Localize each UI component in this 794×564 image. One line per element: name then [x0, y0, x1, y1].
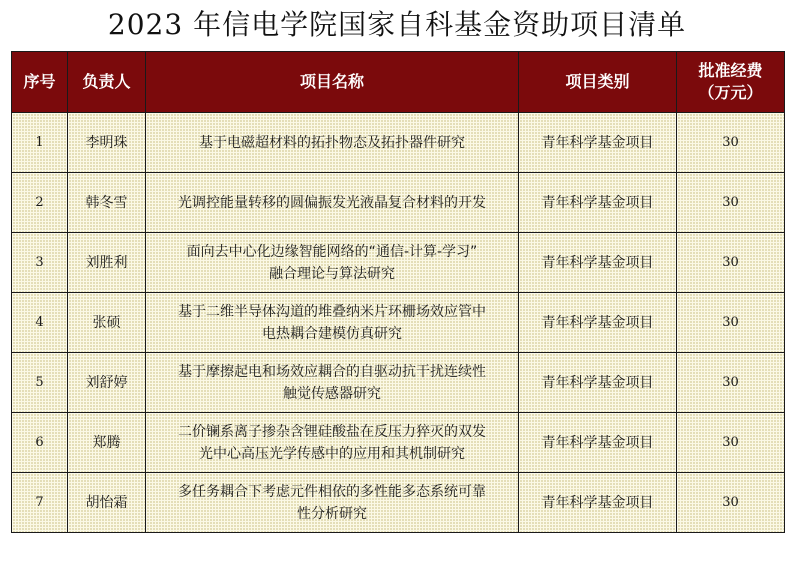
row-funding: 30 — [677, 473, 785, 533]
row-number: 3 — [12, 233, 68, 293]
row-project-name — [146, 173, 519, 233]
project-name-line1: 多任务耦合下考虑元件相依的多性能多态系统可靠 — [178, 483, 486, 500]
row-category: 青年科学基金项目 — [519, 113, 677, 173]
table-row — [12, 173, 785, 233]
row-funding: 30 — [677, 293, 785, 353]
grant-project-table — [11, 51, 785, 533]
row-number: 5 — [12, 353, 68, 413]
project-name-line1: 基于二维半导体沟道的堆叠纳米片环栅场效应管中 — [178, 303, 486, 320]
project-name-line2: 性分析研究 — [297, 505, 367, 522]
header-funding-line2: （万元） — [698, 83, 763, 102]
row-number: 7 — [12, 473, 68, 533]
table-row — [12, 413, 785, 473]
table-row — [12, 233, 785, 293]
header-project-name: 项目名称 — [146, 52, 519, 113]
header-category: 项目类别 — [519, 52, 677, 113]
row-leader: 刘舒婷 — [68, 353, 146, 413]
row-project-name — [146, 473, 519, 533]
row-number: 6 — [12, 413, 68, 473]
row-funding: 30 — [677, 173, 785, 233]
project-name-line2: 电热耦合建模仿真研究 — [262, 325, 402, 342]
row-category: 青年科学基金项目 — [519, 353, 677, 413]
row-category: 青年科学基金项目 — [519, 233, 677, 293]
row-category: 青年科学基金项目 — [519, 293, 677, 353]
row-leader: 张硕 — [68, 293, 146, 353]
row-project-name — [146, 353, 519, 413]
project-name-line2: 光中心高压光学传感中的应用和其机制研究 — [199, 445, 465, 462]
table-row — [12, 473, 785, 533]
header-funding-line1: 批准经费 — [698, 61, 763, 80]
row-category: 青年科学基金项目 — [519, 413, 677, 473]
row-number: 1 — [12, 113, 68, 173]
table-row — [12, 293, 785, 353]
table-row — [12, 113, 785, 173]
row-leader: 胡怡霜 — [68, 473, 146, 533]
page-title: 2023 年信电学院国家自科基金资助项目清单 — [107, 8, 687, 41]
row-project-name — [146, 233, 519, 293]
table-body — [12, 113, 785, 533]
project-name-line1: 光调控能量转移的圆偏振发光液晶复合材料的开发 — [178, 194, 486, 211]
row-funding: 30 — [677, 353, 785, 413]
row-category: 青年科学基金项目 — [519, 173, 677, 233]
row-funding: 30 — [677, 113, 785, 173]
row-leader: 韩冬雪 — [68, 173, 146, 233]
row-project-name — [146, 293, 519, 353]
header-funding — [677, 52, 785, 113]
header-no: 序号 — [12, 52, 68, 113]
project-name-line2: 触觉传感器研究 — [283, 385, 381, 402]
row-leader: 刘胜利 — [68, 233, 146, 293]
row-number: 2 — [12, 173, 68, 233]
project-name-line1: 二价镧系离子掺杂含锂硅酸盐在反压力猝灭的双发 — [178, 423, 486, 440]
row-project-name — [146, 113, 519, 173]
project-name-line1: 面向去中心化边缘智能网络的“通信-计算-学习” — [186, 243, 478, 260]
row-number: 4 — [12, 293, 68, 353]
row-leader: 李明珠 — [68, 113, 146, 173]
table-row — [12, 353, 785, 413]
row-category: 青年科学基金项目 — [519, 473, 677, 533]
table-header-row — [12, 52, 785, 113]
project-name-line2: 融合理论与算法研究 — [269, 265, 395, 282]
header-leader: 负责人 — [68, 52, 146, 113]
row-project-name — [146, 413, 519, 473]
project-name-line1: 基于摩擦起电和场效应耦合的自驱动抗干扰连续性 — [178, 363, 486, 380]
row-leader: 郑腾 — [68, 413, 146, 473]
row-funding: 30 — [677, 413, 785, 473]
project-name-line1: 基于电磁超材料的拓扑物态及拓扑器件研究 — [199, 134, 465, 151]
row-funding: 30 — [677, 233, 785, 293]
